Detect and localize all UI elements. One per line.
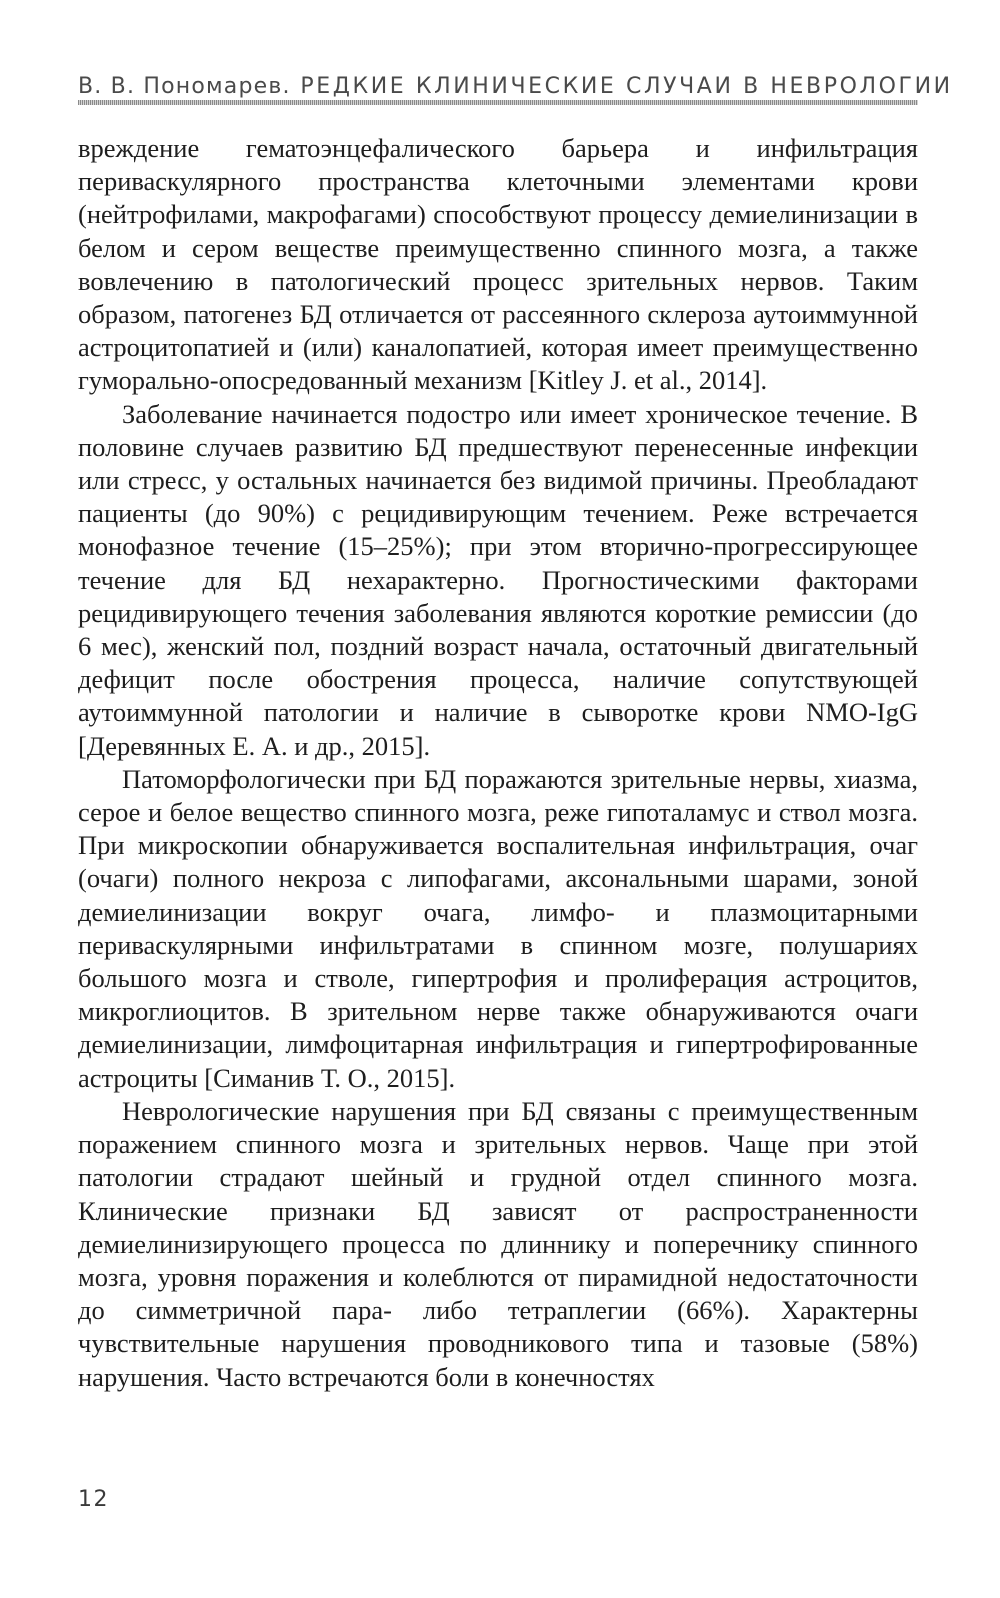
- paragraph-2: Заболевание начинается подостро или имеет хроническое течение. В половине случаев развитию БД предшествуют перенесенные инфекции или стресс, у остальных начинается без видимой причины. Преобладают пациенты (до 90%) с рецидивирующим течением. Реже встречается монофазное течение (15–25%); при этом вторично-прогрессирующее течение для БД нехарактерно. Прогностическими факторами рецидивирующего течения заболевания являются короткие ремиссии (до 6 мес), женский пол, поздний возраст начала, остаточный двигательный дефицит после обострения процесса, наличие сопутствующей аутоиммунной патологии и наличие в сыворотке крови NMO-IgG [Деревянных Е. А. и др., 2015].: [78, 398, 918, 761]
- paragraph-1: вреждение гематоэнцефалического барьера и инфильтрация периваскулярного пространства клеточными элементами крови (нейтрофилами, макрофагами) способствуют процессу демиелинизации в белом и сером веществе преимущественно спинного мозга, а также вовлечению в патологический процесс зрительных нервов. Таким образом, патогенез БД отличается от рассеянного склероза аутоиммунной астроцитопатией и (или) каналопатией, которая имеет преимущественно гуморально-опосредованный механизм [Kitley J. et al., 2014].: [78, 133, 918, 396]
- header-author: В. В. Пономарев.: [78, 74, 291, 99]
- header-title: РЕДКИЕ КЛИНИЧЕСКИЕ СЛУЧАИ В НЕВРОЛОГИИ: [300, 74, 953, 99]
- paragraph-4: Неврологические нарушения при БД связаны с преимущественным поражением спинного мозга и зрительных нервов. Чаще при этой патологии страдают шейный и грудной отдел спинного мозга. Клинические признаки БД зависят от распространенности демиелинизирующего процесса по длиннику и поперечнику спинного мозга, уровня поражения и колеблются от пирамидной недостаточности до симметричной пара- либо тетраплегии (66%). Характерны чувствительные нарушения проводникового типа и тазовые (58%) нарушения. Часто встречаются боли в конечностях: [78, 1095, 918, 1392]
- header-rule: [78, 100, 918, 105]
- body-text: [78, 132, 918, 1394]
- paragraph-3: Патоморфологически при БД поражаются зрительные нервы, хиазма, серое и белое вещество спинного мозга, реже гипоталамус и ствол мозга. При микроскопии обнаруживается воспалительная инфильтрация, очаг (очаги) полного некроза с липофагами, аксональными шарами, зоной демиелинизации вокруг очага, лимфо- и плазмоцитарными периваскулярными инфильтратами в спинном мозге, полушариях большого мозга и стволе, гипертрофия и пролиферация астроцитов, микроглиоцитов. В зрительном нерве также обнаруживаются очаги демиелинизации, лимфоцитарная инфильтрация и гипертрофированные астроциты [Симанив Т. О., 2015].: [78, 763, 918, 1093]
- page-number: 12: [78, 1487, 109, 1512]
- running-header: [78, 74, 953, 99]
